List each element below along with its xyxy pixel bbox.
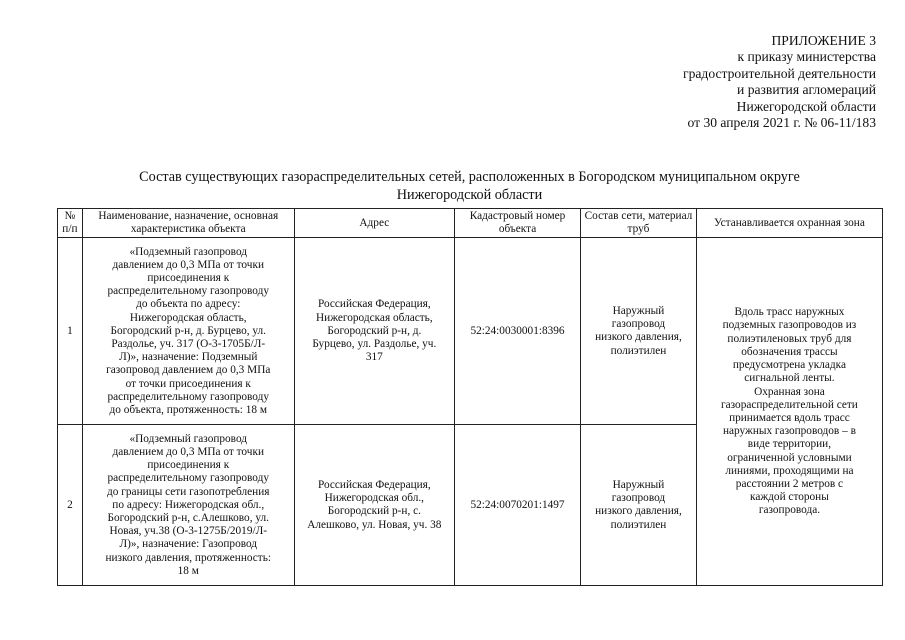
zone-line: полиэтиленовых труб для [727, 332, 852, 345]
address-line: Российская Федерация, [317, 479, 431, 491]
document-title [57, 168, 882, 204]
address-line: Российская Федерация, [317, 298, 431, 311]
cadastral-number: 52:24:0070201:1497 [454, 425, 580, 586]
address-line: Богородский р-н, д. [327, 324, 422, 337]
zone-line: Вдоль трасс наружных [734, 306, 845, 319]
zone-line: принимается вдоль трасс [729, 411, 850, 424]
description-line: до объекта, протяженность: 18 м [109, 404, 267, 417]
zone-line: наружных газопроводов – в [722, 425, 856, 438]
description-line: Раздолье, уч. 317 (О-3-1705Б/Л- [111, 338, 266, 350]
header-line: и развития агломераций [737, 82, 876, 98]
header-line: к приказу министерства [737, 49, 876, 65]
composition-line: низкого давления, [595, 331, 682, 344]
table-row [58, 238, 883, 425]
address-line: Богородский р-н, с. [327, 505, 421, 518]
composition-line: газопровод [611, 492, 666, 505]
zone-line: обозначения трассы [741, 345, 838, 358]
address-line: Алешково, ул. Новая, уч. 38 [307, 518, 442, 531]
address-line: Нижегородская обл., [324, 492, 425, 505]
description-line: давлением до 0,3 МПа от точки [112, 445, 265, 458]
description-line: давлением до 0,3 МПа от точки [112, 258, 265, 271]
description-line: распределительному газопроводу [107, 472, 270, 485]
composition-line: полиэтилен [610, 518, 667, 531]
title-line: Состав существующих газораспределительных сетей, расположенных в Богородском муниципальном округе [139, 169, 800, 185]
description-line: присоединения к [147, 459, 230, 472]
header-composition: Состав сети, материал труб [581, 209, 697, 238]
row-number: 2 [58, 425, 83, 586]
zone-line: газопровода. [758, 504, 821, 517]
zone-line: газораспределительной сети [721, 398, 858, 411]
row-number: 1 [58, 238, 83, 425]
zone-line: линиями, проходящими на [725, 464, 854, 477]
description-line: от точки присоединения к [125, 377, 251, 390]
header-address: Адрес [294, 209, 454, 238]
description-line: Л)», назначение: Газопровод [119, 538, 258, 551]
object-address [294, 238, 454, 425]
description-line: «Подземный газопровод [129, 432, 248, 445]
description-line: распределительному газопроводу [107, 390, 270, 403]
object-description [82, 238, 294, 425]
object-description [82, 425, 294, 586]
order-date-number: от 30 апреля 2021 г. № 06-11/183 [687, 115, 876, 131]
zone-line: предусмотрена укладка [732, 359, 846, 372]
object-address [294, 425, 454, 586]
composition-line: Наружный [612, 305, 665, 317]
description-line: Нижегородская область, [129, 311, 247, 324]
description-line: Новая, уч.38 (О-3-1275Б/2019/Л- [109, 525, 268, 538]
zone-line: сигнальной ленты. [744, 372, 835, 385]
title-line: Нижегородской области [396, 187, 543, 203]
description-line: низкого давления, протяженность: [105, 551, 272, 564]
header-line: градостроительной деятельности [683, 65, 876, 81]
header-num: № п/п [58, 209, 83, 238]
zone-line: Охранная зона [754, 385, 825, 398]
description-line: по адресу: Нижегородская обл., [112, 498, 265, 511]
description-line: «Подземный газопровод [129, 245, 248, 258]
header-cadastral: Кадастровый номер объекта [454, 209, 580, 238]
header-zone: Устанавливается охранная зона [696, 209, 882, 238]
description-line: до границы сети газопотребления [107, 485, 270, 498]
gas-network-table [57, 208, 883, 586]
header-line: Нижегородской области [736, 98, 876, 114]
zone-line: виде территории, [747, 438, 832, 451]
table-header-row [58, 209, 883, 238]
address-line: 317 [365, 351, 383, 364]
zone-line: каждой стороны [750, 491, 829, 504]
network-composition [581, 425, 697, 586]
order-header [683, 33, 876, 131]
description-line: Богородский р-н, д. Бурцево, ул. [110, 324, 267, 337]
address-line: Бурцево, ул. Раздолье, уч. [312, 338, 437, 350]
description-line: распределительному газопроводу [107, 285, 270, 298]
zone-line: подземных газопроводов из [722, 319, 857, 332]
address-line: Нижегородская область, [316, 311, 433, 324]
description-line: Л)», назначение: Подземный [119, 351, 258, 364]
composition-line: Наружный [612, 479, 665, 491]
network-composition [581, 238, 697, 425]
composition-line: низкого давления, [595, 505, 682, 518]
description-line: до объекта по адресу: [136, 298, 241, 311]
cadastral-number: 52:24:0030001:8396 [454, 238, 580, 425]
zone-line: расстоянии 2 метров с [735, 477, 844, 490]
description-line: газопровод давлением до 0,3 МПа [106, 364, 271, 377]
description-line: Богородский р-н, с.Алешково, ул. [107, 512, 269, 524]
description-line: присоединения к [147, 271, 230, 284]
composition-line: полиэтилен [610, 344, 667, 357]
appendix-title: ПРИЛОЖЕНИЕ 3 [771, 33, 876, 48]
zone-line: ограниченной условными [727, 451, 852, 464]
protection-zone [696, 238, 882, 586]
description-line: 18 м [177, 564, 199, 577]
header-name: Наименование, назначение, основная характеристика объекта [82, 209, 294, 238]
composition-line: газопровод [611, 318, 666, 331]
